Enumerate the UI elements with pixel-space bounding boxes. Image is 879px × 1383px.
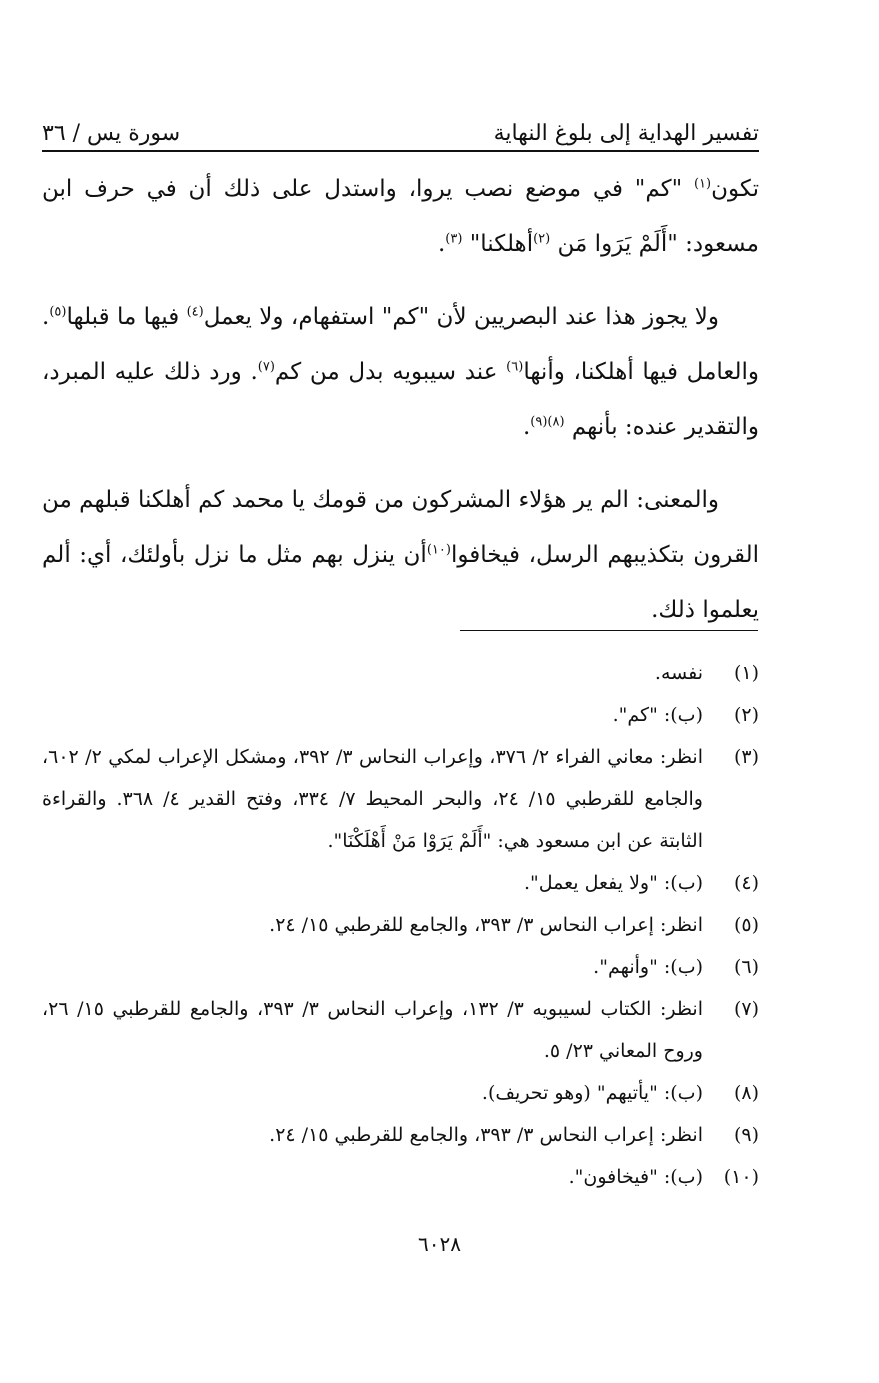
- footnote-ref-2: (٢): [533, 231, 551, 247]
- footnote-ref-4: (٤): [186, 304, 204, 320]
- running-header: [42, 106, 759, 146]
- footnote-number: (٥): [733, 914, 759, 936]
- footnote-ref-8: (٨): [547, 414, 565, 430]
- footnote-number: (٣): [733, 746, 759, 768]
- footnote-number: (٩): [733, 1124, 759, 1146]
- footnote-text: انظر: إعراب النحاس ٣/ ٣٩٣، والجامع للقرطبي ١٥/ ٢٤.: [269, 1124, 703, 1146]
- footnote-item: [42, 1114, 759, 1156]
- footnote-item: [42, 1072, 759, 1114]
- footnote-separator: [460, 630, 758, 631]
- footnote-number: (٢): [733, 704, 759, 726]
- footnote-ref-7: (٧): [257, 359, 275, 375]
- footnote-text: (ب): "ولا يفعل يعمل".: [523, 872, 703, 894]
- header-rule: [42, 150, 759, 152]
- footnote-number: (٤): [733, 872, 759, 894]
- footnote-number: (٧): [733, 998, 759, 1020]
- footnote-item: [42, 904, 759, 946]
- footnote-text: انظر: الكتاب لسيبويه ٣/ ١٣٢، وإعراب النحاس ٣/ ٣٩٣، والجامع للقرطبي ١٥/ ٢٦، وروح المعاني ٢٣/ ٥.: [42, 998, 703, 1062]
- main-text: [42, 162, 759, 656]
- footnote-item: [42, 988, 759, 1072]
- footnote-item: [42, 652, 759, 694]
- footnote-item: [42, 1156, 759, 1198]
- footnote-number: (٦): [733, 956, 759, 978]
- footnote-item: [42, 946, 759, 988]
- book-title: تفسير الهداية إلى بلوغ النهاية: [493, 121, 759, 146]
- footnote-number: (١): [733, 662, 759, 684]
- footnote-text: نفسه.: [654, 662, 703, 684]
- footnote-number: (١٠): [723, 1166, 759, 1188]
- paragraph-3: والمعنى: الم ير هؤلاء المشركون من قومك يا محمد كم أهلكنا قبلهم من القرون بتكذيبهم الرسل، فيخافوا$^{(١٠)}$أن ينزل بهم مثل ما نزل بأولئك، أي: ألم يعلموا ذلك.: [42, 487, 760, 623]
- footnote-ref-3: (٣): [445, 231, 463, 247]
- page-number: ٦٠٢٨: [418, 1232, 461, 1256]
- footnote-number: (٨): [733, 1082, 759, 1104]
- paragraph-2: ولا يجوز هذا عند البصريين لأن "كم" استفهام، ولا يعمل$^{(٤)}$ فيها ما قبلها$^{(٥)}$. والعامل فيها أهلكنا، وأنها$^{(٦)}$ عند سيبويه بدل من كم$^{(٧)}$. ورد ذلك عليه المبرد، والتقدير عنده: بأنهم $^{(٨)(٩)}$.: [42, 304, 759, 440]
- footnote-text: (ب): "فيخافون".: [568, 1166, 703, 1188]
- footnote-ref-10: (١٠): [426, 542, 451, 558]
- footnote-item: [42, 694, 759, 736]
- footnote-text: (ب): "كم".: [612, 704, 703, 726]
- footnotes-list: [42, 652, 759, 1198]
- footnote-item: [42, 736, 759, 862]
- footnote-text: (ب): "يأتيهم" (وهو تحريف).: [481, 1082, 703, 1104]
- footnote-text: انظر: إعراب النحاس ٣/ ٣٩٣، والجامع للقرطبي ١٥/ ٢٤.: [269, 914, 703, 936]
- footnote-ref-5: (٥): [49, 304, 67, 320]
- surah-label: سورة يس / ٣٦: [42, 121, 181, 146]
- footnote-ref-1: (١): [693, 176, 712, 192]
- footnote-text: انظر: معاني الفراء ٢/ ٣٧٦، وإعراب النحاس ٣/ ٣٩٢، ومشكل الإعراب لمكي ٢/ ٦٠٢، والجامع للقرطبي ١٥/ ٢٤، والبحر المحيط ٧/ ٣٣٤، وفتح القدير ٤/ ٣٦٨. والقراءة الثابتة عن ابن مسعود هي: "أَلَمْ يَرَوْا مَنْ أَهْلَكْنَا".: [42, 746, 703, 852]
- footnote-text: (ب): "وأنهم".: [593, 956, 703, 978]
- footnote-item: [42, 862, 759, 904]
- paragraph-1: تكون$^{(١)}$ "كم" في موضع نصب يروا، واستدل على ذلك أن في حرف ابن مسعود: "أَلَمْ يَرَوا مَن $^{(٢)}$أهلكنا" $^{(٣)}$.: [42, 176, 759, 257]
- footnote-ref-9: (٩): [530, 414, 548, 430]
- footnote-ref-6: (٦): [506, 359, 524, 375]
